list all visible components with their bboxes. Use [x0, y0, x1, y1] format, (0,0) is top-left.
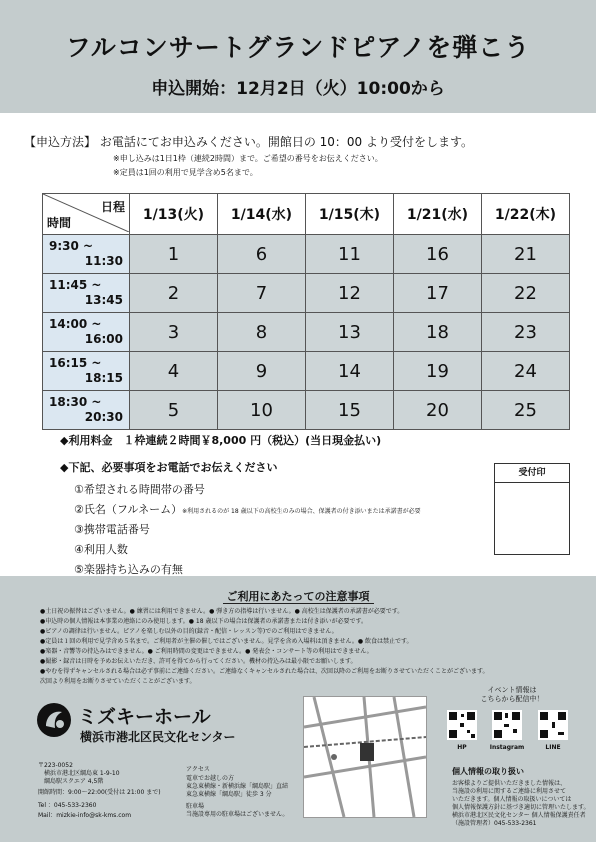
qr-label-hp: HP [457, 744, 467, 751]
corner-time-label: 時間 [47, 216, 72, 230]
corner-date-label: 日程 [100, 200, 125, 214]
date-header: 1/22(木) [482, 194, 570, 235]
time-end: 16:00 [84, 332, 123, 346]
time-slot [43, 274, 130, 313]
privacy-line: 横浜市港北区民文化センター 個人情報保護責任者 [452, 812, 586, 819]
slot-number: 17 [394, 274, 482, 313]
table-row [43, 391, 570, 430]
hall-email: Mail：mizkie-info@sk-kms.com [38, 812, 132, 819]
request-item-text: ②氏名（フルネーム） [74, 503, 183, 516]
slot-number: 13 [306, 313, 394, 352]
table-row [43, 352, 570, 391]
slot-number: 20 [394, 391, 482, 430]
notice-title-text: ご利用にあたっての注意事項 [223, 590, 374, 604]
time-end: 11:30 [84, 254, 123, 268]
privacy-title: 個人情報の取り扱い [452, 767, 524, 776]
date-header: 1/21(水) [394, 194, 482, 235]
request-item: ①希望される時間帯の番号 [74, 483, 205, 496]
request-item: ③携帯電話番号 [74, 523, 150, 536]
access-line: 東急東横線・新横浜線「綱島駅」直結 [186, 783, 289, 790]
slot-number: 10 [218, 391, 306, 430]
time-end: 18:15 [84, 371, 123, 385]
slot-number: 21 [482, 235, 570, 274]
notice-line: ●定員は１回の利用で見学含め５名まで。ご利用者が主催の催しではございません。見学を含め入場料は頂きません。● 飲食は禁止です。 [40, 638, 413, 645]
slot-number: 15 [306, 391, 394, 430]
access-line: 当施設専用の駐車場はございません。 [186, 811, 289, 818]
slot-number: 7 [218, 274, 306, 313]
event-info [448, 686, 576, 704]
address-line: 横浜市港北区綱島東 1-9-10 [44, 770, 120, 777]
privacy-line: （施設管理者）045-533-2361 [452, 820, 537, 827]
page-title: フルコンサートグランドピアノを弾こう [65, 33, 531, 62]
slot-number: 9 [218, 352, 306, 391]
date-header: 1/14(水) [218, 194, 306, 235]
qr-code-hp-icon[interactable] [447, 710, 477, 740]
qr-code-instagram-icon[interactable] [492, 710, 522, 740]
notice-line: ●撮影・録音は日時を予めお伝えいただき、許可を得てから行ってください。機材の持込みは最小限でお願いします。 [40, 658, 357, 665]
hall-logo-icon [36, 702, 72, 738]
slot-number: 11 [306, 235, 394, 274]
time-start: 16:15 ~ [49, 356, 102, 370]
schedule-corner [43, 194, 130, 235]
slot-number: 25 [482, 391, 570, 430]
slot-number: 24 [482, 352, 570, 391]
slot-number: 16 [394, 235, 482, 274]
notice-title [0, 588, 596, 604]
time-end: 13:45 [84, 293, 123, 307]
slot-number: 8 [218, 313, 306, 352]
schedule-table [42, 193, 570, 430]
date-header: 1/15(木) [306, 194, 394, 235]
table-row [43, 313, 570, 352]
event-heading-2: こちらから配信中！ [480, 695, 544, 703]
slot-number: 12 [306, 274, 394, 313]
request-item: ⑤楽器持ち込みの有無 [74, 563, 183, 576]
application-start: 申込開始：12月2日（火）10:00から [151, 79, 445, 99]
application-method: 【申込方法】 お電話にてお申込みください。開館日の 10：00 より受付をします。 [24, 135, 474, 149]
access-line: 東急東横線「綱島駅」徒歩 3 分 [186, 791, 272, 798]
date-header: 1/13(火) [130, 194, 218, 235]
slot-number: 19 [394, 352, 482, 391]
privacy-line: お客様よりご提供いただきました情報は、 [452, 780, 567, 787]
hall-phone: Tel ：045-533-2360 [38, 802, 97, 809]
hall-name: ミズキーホール [78, 706, 211, 728]
slot-number: 2 [130, 274, 218, 313]
slot-number: 18 [394, 313, 482, 352]
slot-number: 6 [218, 235, 306, 274]
time-start: 18:30 ~ [49, 395, 102, 409]
access-line: 駐車場 [186, 803, 205, 810]
time-start: 14:00 ~ [49, 317, 102, 331]
slot-number: 4 [130, 352, 218, 391]
qr-label-line: LINE [545, 744, 561, 751]
time-start: 11:45 ~ [49, 278, 102, 292]
time-slot [43, 313, 130, 352]
request-heading: ◆下記、必要事項をお電話でお伝えください [60, 461, 278, 474]
time-start: 9:30 ~ [49, 239, 94, 253]
slot-number: 1 [130, 235, 218, 274]
table-row [43, 235, 570, 274]
privacy-line: 当施設の利用に関するご連絡に利用させて [452, 788, 567, 795]
notice-line: 次回より利用をお断りさせていただくことがございます。 [40, 678, 196, 685]
notice-line: ●申込時の個人情報は本事業の連絡にのみ使用します。● 18 歳以下の場合は保護者の承諾書または付き添いが必要です。 [40, 618, 367, 625]
access-map [303, 696, 427, 818]
slot-number: 22 [482, 274, 570, 313]
usage-fee: ◆利用料金 １枠連続２時間￥8,000 円（税込）(当日現金払い) [60, 434, 382, 447]
time-slot [43, 391, 130, 430]
qr-label-instagram: Instagram [489, 744, 525, 751]
time-slot [43, 352, 130, 391]
address-line: 〒223-0052 [38, 762, 73, 769]
access-line: アクセス [186, 766, 210, 773]
notice-line: ●土日祝の振替はございません。● 練習には利用できません。● 弾き方の指導は行いません。● 高校生は保護者の承諾書が必要です。 [40, 608, 404, 615]
reception-stamp-box [494, 463, 570, 555]
request-item-note: ※利用されるのが 18 歳以下の高校生のみの場合、保護者の付き添いまたは承諾書が必要 [182, 508, 421, 515]
slot-number: 5 [130, 391, 218, 430]
event-heading: イベント情報は [487, 686, 537, 694]
opening-hours: 開館時間：9:00～22:00(受付は 21:00 まで) [38, 789, 161, 796]
stamp-label: 受付印 [495, 464, 569, 483]
request-item: ④利用人数 [74, 543, 128, 556]
slot-number: 23 [482, 313, 570, 352]
schedule-header-row [43, 194, 570, 235]
request-item [74, 501, 421, 517]
address-line: 綱島駅スクエア 4,5階 [44, 778, 104, 785]
notice-line: ●ピアノの調律は行いません。ピアノを楽しむ以外の目的(録音・配信・レッスン等)でのご利用はできません。 [40, 628, 338, 635]
access-line: 電車でお越しの方 [186, 775, 235, 782]
application-note-2: ※定員は1回の利用で見学含め5名まで。 [113, 168, 258, 177]
time-end: 20:30 [84, 410, 123, 424]
notice-line: ●楽器・音響等の持込みはできません。● ご利用時間の変更はできません。● 発表会・コンサート等の利用はできません。 [40, 648, 373, 655]
application-note-1: ※申し込みは1日1枠（連続2時間）まで。ご希望の番号をお伝えください。 [113, 154, 383, 163]
hall-full-name: 横浜市港北区民文化センター [80, 730, 236, 744]
privacy-line: 個人情報保護方針に基づき適切に管理いたします。 [452, 804, 590, 811]
notice-line: ●やむを得ずキャンセルされる場合は必ず事前にご連絡ください。ご連絡なくキャンセルされた場合は、次回以降のご利用をお断りさせていただくことがございます。 [40, 668, 489, 675]
privacy-line: いただきます。個人情報の取扱いについては [452, 796, 572, 803]
slot-number: 14 [306, 352, 394, 391]
qr-code-line-icon[interactable] [538, 710, 568, 740]
time-slot [43, 235, 130, 274]
table-row [43, 274, 570, 313]
slot-number: 3 [130, 313, 218, 352]
